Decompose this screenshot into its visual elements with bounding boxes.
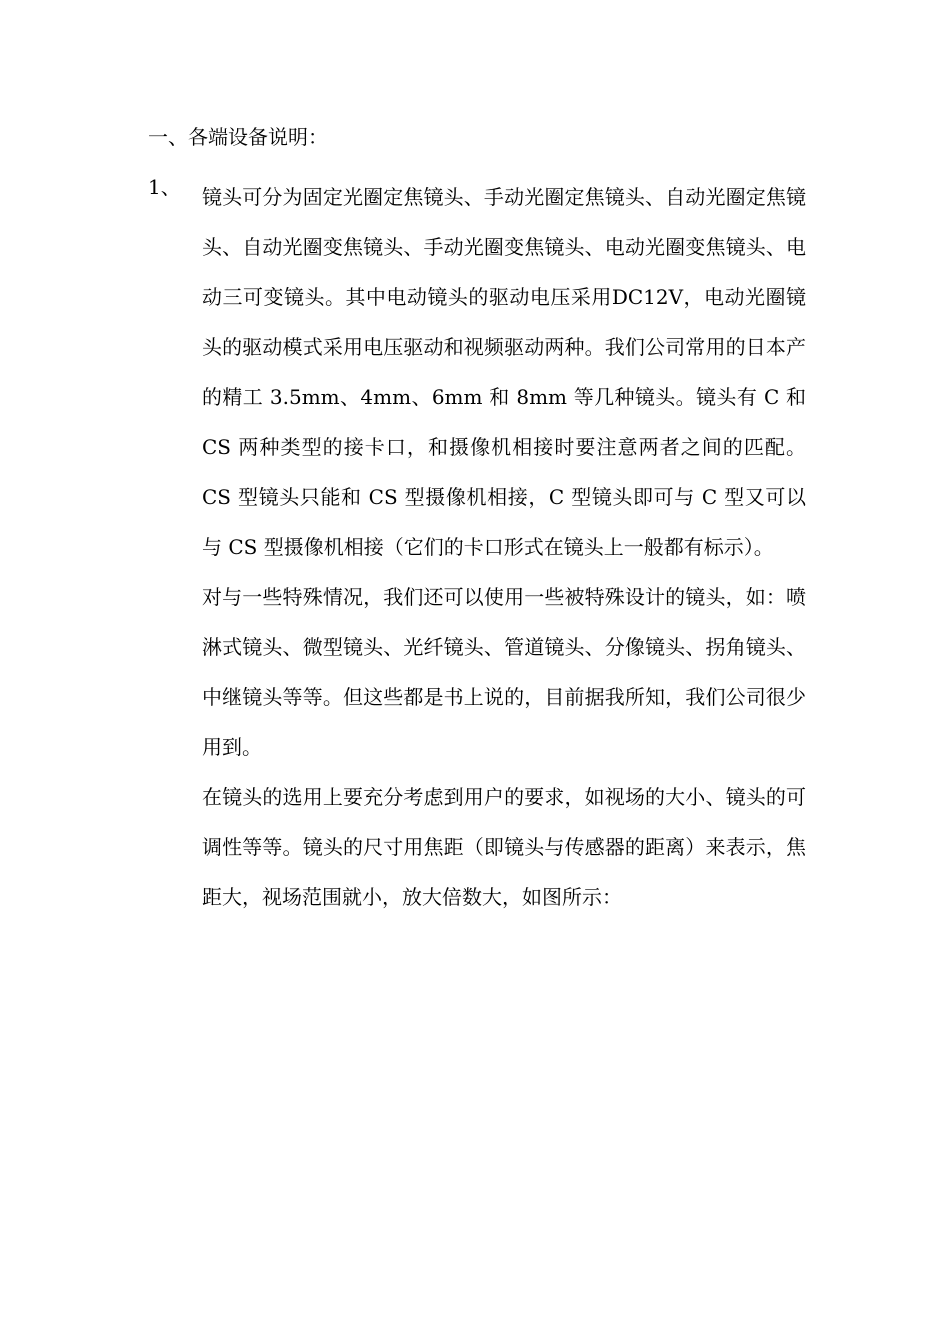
paragraph-lens-selection: 在镜头的选用上要充分考虑到用户的要求，如视场的大小、镜头的可调性等等。镜头的尺寸用焦距（即镜头与传感器的距离）来表示，焦距大，视场范围就小，放大倍数大，如图所示： — [202, 785, 806, 909]
paragraph-special-lenses: 对与一些特殊情况，我们还可以使用一些被特殊设计的镜头，如：喷淋式镜头、微型镜头、光纤镜头、管道镜头、分像镜头、拐角镜头、中继镜头等等。但这些都是书上说的，目前据我所知，我们公司很少用到。 — [202, 585, 806, 759]
paragraph-lens-types: 镜头可分为固定光圈定焦镜头、手动光圈定焦镜头、自动光圈定焦镜头、自动光圈变焦镜头、手动光圈变焦镜头、电动光圈变焦镜头、电动三可变镜头。其中电动镜头的驱动电压采用DC12V，电动光圈镜头的驱动模式采用电压驱动和视频驱动两种。我们公司常用的日本产的精工 3.5mm、4mm、6mm 和 8mm 等几种镜头。镜头有 C 和 CS 两种类型的接卡口，和摄像机相接时要注意两者之间的匹配。CS 型镜头只能和 CS 型摄像机相接，C 型镜头即可与 C 型又可以与 CS 型摄像机相接（它们的卡口形式在镜头上一般都有标示）。 — [202, 185, 806, 559]
section-heading: 一、各端设备说明： — [148, 125, 328, 149]
item-body — [202, 172, 806, 922]
item-number: 1、 — [148, 175, 181, 199]
